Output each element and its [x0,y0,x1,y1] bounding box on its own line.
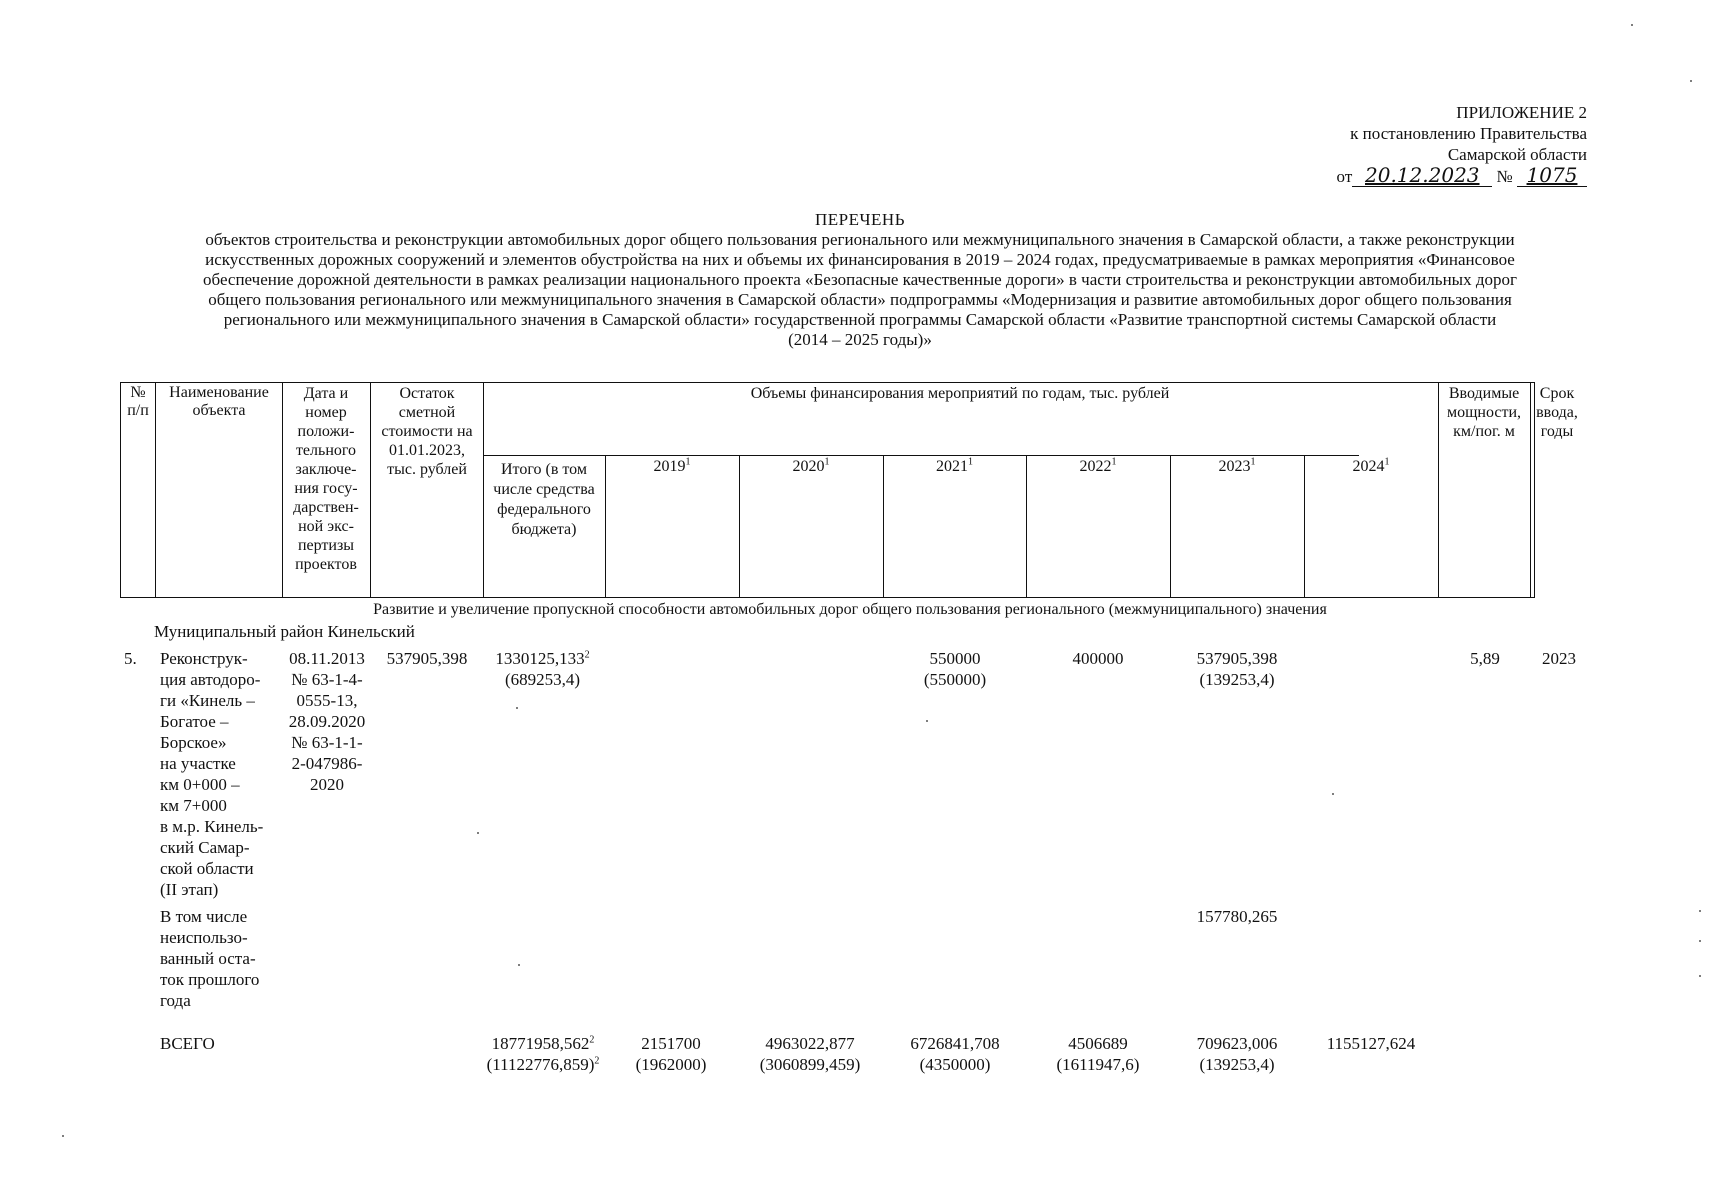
header-year-2023 [1172,458,1302,476]
footnote-mark: 1 [1111,456,1117,468]
scan-speck [62,1135,64,1137]
subrow-label-line: ванный оста- [160,949,256,968]
table-line [1438,382,1439,597]
header-name: Наименование объекта [169,384,269,419]
expertise-date-line: № 63-1-1- [291,733,363,752]
grand-total [478,1033,608,1075]
header-term: Срок ввода, годы [1536,385,1578,440]
table-line [739,455,740,597]
scan-speck [518,964,520,966]
object-name-line: ция автодоро- [160,670,261,689]
total-2021-federal: (4350000) [919,1055,991,1074]
scan-speck [477,832,479,834]
section-title: Развитие и увеличение пропускной способности автомобильных дорог общего пользования регионального (межмуниципального) значения [373,601,1327,618]
grand-total-federal: (11122776,859) [486,1055,595,1074]
header-capacity: Вводимые мощности, км/пог. м [1446,385,1522,440]
header-num: № п/п [127,384,149,419]
scan-speck [1699,940,1701,942]
object-name-line: на участке [160,754,236,773]
expertise-date-line: 2-047986- [291,754,363,773]
total-2020-amount: 4963022,877 [765,1034,855,1053]
table-line [483,455,1359,456]
total-row-label: ВСЕГО [160,1034,215,1053]
appendix-decree: к постановлению Правительства [1350,124,1587,143]
value-2022: 400000 [1072,649,1124,668]
object-name-line: в м.р. Кинель- [160,817,264,836]
object-name-line: ский Самар- [160,838,250,857]
object-name-line: Реконструк- [160,649,248,668]
header-date: Дата и номер положи-тельного заключе-ния госу-дарствен-ной экс-пертизы проектов [293,385,359,573]
footnote-mark: 1 [685,456,691,468]
total-2022-amount: 4506689 [1068,1034,1128,1053]
object-name-line: ской области [160,859,254,878]
title-line: общего пользования регионального или межмуниципального значения в Самарской области» подпрограммы «Модернизация и развитие автомобильных дорог общего пользования [208,290,1512,309]
handwritten-date: 20.12.2023 [1352,165,1492,187]
subrow-label-line: неиспользо- [160,928,248,947]
scan-speck [1699,910,1701,912]
table-line [1170,455,1171,597]
header-year-2020 [741,458,881,476]
expertise-date-line: № 63-1-4- [291,670,363,689]
object-name-line: ги «Кинель – [160,691,255,710]
table-line [1026,455,1027,597]
title-line: (2014 – 2025 годы)» [788,330,932,349]
object-name-line: км 0+000 – [160,775,240,794]
expertise-date-line: 08.11.2013 [289,649,365,668]
total-2019 [606,1033,736,1075]
total-2019-amount: 2151700 [641,1034,701,1053]
footnote-mark: 2 [594,1055,600,1067]
table-line [120,597,1535,598]
total-2022-federal: (1611947,6) [1056,1055,1140,1074]
grand-total-amount: 18771958,562 [491,1034,590,1053]
appendix-header [1257,102,1587,187]
federal-2021: (550000) [923,670,987,689]
footnote-mark: 1 [824,456,830,468]
year-2021-label: 2021 [936,458,968,475]
header-year-2021 [885,458,1024,476]
capacity-value: 5,89 [1470,649,1500,668]
table-line [370,382,371,597]
handwritten-number: 1075 [1517,165,1587,187]
table-line [483,382,484,597]
year-2020-label: 2020 [792,458,825,475]
year-2023-label: 2023 [1218,458,1251,475]
appendix-region: Самарской области [1447,145,1587,164]
title-heading: ПЕРЕЧЕНЬ [815,210,905,229]
total-2022 [1028,1033,1168,1075]
total-2023 [1172,1033,1302,1075]
total-value [480,648,605,690]
header-funding-group: Объемы финансирования мероприятий по годам, тыс. рублей [750,385,1170,402]
expertise-date-line: 2020 [310,775,344,794]
scan-speck [1332,793,1334,795]
subrow-label [160,906,288,1011]
date-prefix: от [1336,167,1353,186]
footnote-mark: 1 [1384,456,1390,468]
expertise-date-line: 28.09.2020 [288,712,366,731]
table-line [155,382,156,597]
total-2021 [885,1033,1025,1075]
object-name-line: Богатое – [160,712,229,731]
total-2019-federal: (1962000) [635,1055,707,1074]
total-amount: 1330125,133 [495,649,585,668]
year-2024-label: 2024 [1352,458,1385,475]
federal-2023: (139253,4) [1199,670,1275,689]
object-name-line: км 7+000 [160,796,227,815]
subrow-label-line: В том числе [160,907,248,926]
total-2023-amount: 709623,006 [1196,1034,1278,1053]
remainder-value: 537905,398 [386,649,468,668]
row-number: 5. [124,649,137,668]
table-line [605,455,606,597]
year-2022-label: 2022 [1079,458,1112,475]
appendix-title: ПРИЛОЖЕНИЕ 2 [1456,103,1587,122]
table-line [1304,455,1305,597]
header-remainder: Остаток сметной стоимости на 01.01.2023, тыс. рублей [381,385,473,478]
year-2019-label: 2019 [653,458,686,475]
footnote-mark: 2 [589,1034,595,1046]
object-name [160,648,288,900]
table-line [1534,382,1535,597]
table-line [1530,382,1531,597]
table-line [883,455,884,597]
footnote-mark: 2 [584,649,590,661]
amount-2021: 550000 [929,649,981,668]
amount-2023: 537905,398 [1196,649,1278,668]
header-year-2019 [607,458,737,476]
object-name-line: (II этап) [160,880,219,899]
scan-speck [926,720,928,722]
subrow-label-line: года [160,991,191,1010]
title-line: объектов строительства и реконструкции автомобильных дорог общего пользования регионального или межмуниципального значения в Самарской области, а также реконструкции [205,230,1515,249]
title-line: регионального или межмуниципального значения в Самарской области» государственной программы Самарской области «Развитие транспортной системы Самарской области [223,310,1497,329]
header-year-2022 [1028,458,1168,476]
subrow-label-line: ток прошлого [160,970,260,989]
title-line: искусственных дорожных сооружений и элементов обустройства на них и объемы их финансирования в 2019 – 2024 годах, предусматриваемые в рамках мероприятия «Финансовое [205,250,1515,269]
number-prefix: № [1496,167,1513,186]
total-2024: 1155127,624 [1326,1034,1416,1053]
total-2020 [740,1033,880,1075]
expertise-date-line: 0555-13, [296,691,358,710]
object-name-line: Борское» [160,733,227,752]
header-year-2024 [1306,458,1436,476]
appendix-date-line [1257,165,1587,187]
expertise-date [284,648,370,795]
district-label: Муниципальный район Кинельский [154,622,415,641]
scan-speck [1690,80,1692,82]
term-value: 2023 [1542,649,1576,668]
footnote-mark: 1 [1250,456,1256,468]
total-federal: (689253,4) [504,670,581,689]
table-line [120,382,121,597]
footnote-mark: 1 [968,456,973,468]
document-title [120,210,1600,350]
scan-speck [516,707,518,709]
value-2023 [1172,648,1302,690]
total-2021-amount: 6726841,708 [910,1034,1000,1053]
total-2020-federal: (3060899,459) [759,1055,861,1074]
scan-speck [1631,24,1633,26]
value-2021 [885,648,1025,690]
subrow-value-2023: 157780,265 [1196,907,1278,926]
total-2023-federal: (139253,4) [1199,1055,1275,1074]
scan-speck [1699,975,1701,977]
title-line: обеспечение дорожной деятельности в рамках реализации национального проекта «Безопасные качественные дороги» в части строительства и реконструкции автомобильных дорог [203,270,1517,289]
header-total: Итого (в том числе средства федерального бюджета) [493,461,595,538]
table-line [120,382,1535,383]
table-line [282,382,283,597]
